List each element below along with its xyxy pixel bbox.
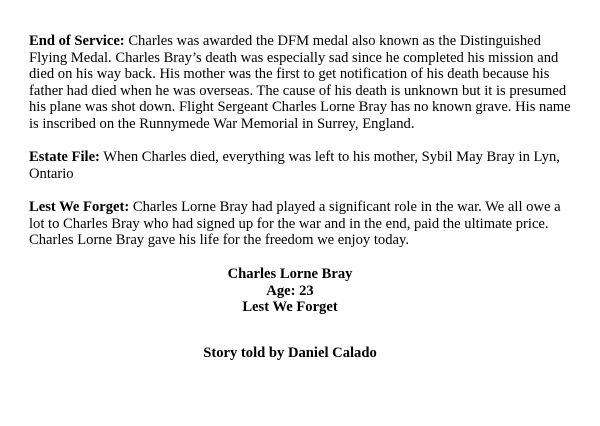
lest-we-forget-label: Lest We Forget:: [29, 199, 130, 215]
estate-file-paragraph: [29, 149, 577, 182]
end-of-service-text: Charles was awarded the DFM medal also known as the Distinguished Flying Medal. Charles Bray’s death was especially sad since he completed his mission and died on his way back. His mother was the first to get notification of his death because his father had died when he was overseas. The cause of his death is unknown but it is presumed his plane was shot down. Flight Sergeant Charles Lorne Bray has no known grave. His name is inscribed on the Runnymede War Memorial in Surrey, England.: [29, 33, 571, 132]
memorial-block: [0, 266, 580, 316]
estate-file-label: Estate File:: [29, 149, 100, 165]
end-of-service-paragraph: [29, 33, 577, 133]
end-of-service-label: End of Service:: [29, 33, 125, 49]
estate-file-text: When Charles died, everything was left to his mother, Sybil May Bray in Lyn, Ontario: [29, 149, 560, 182]
lest-we-forget-text: Charles Lorne Bray had played a significant role in the war. We all owe a lot to Charles Bray who had signed up for the war and in the end, paid the ultimate price. Charles Lorne Bray gave his life for the freedom we enjoy today.: [29, 199, 561, 249]
memorial-motto: Lest We Forget: [242, 299, 338, 316]
memorial-age: Age: 23: [266, 282, 314, 299]
story-credit: Story told by Daniel Calado: [203, 345, 377, 361]
memorial-name: Charles Lorne Bray: [227, 266, 353, 282]
lest-we-forget-paragraph: [29, 199, 577, 249]
